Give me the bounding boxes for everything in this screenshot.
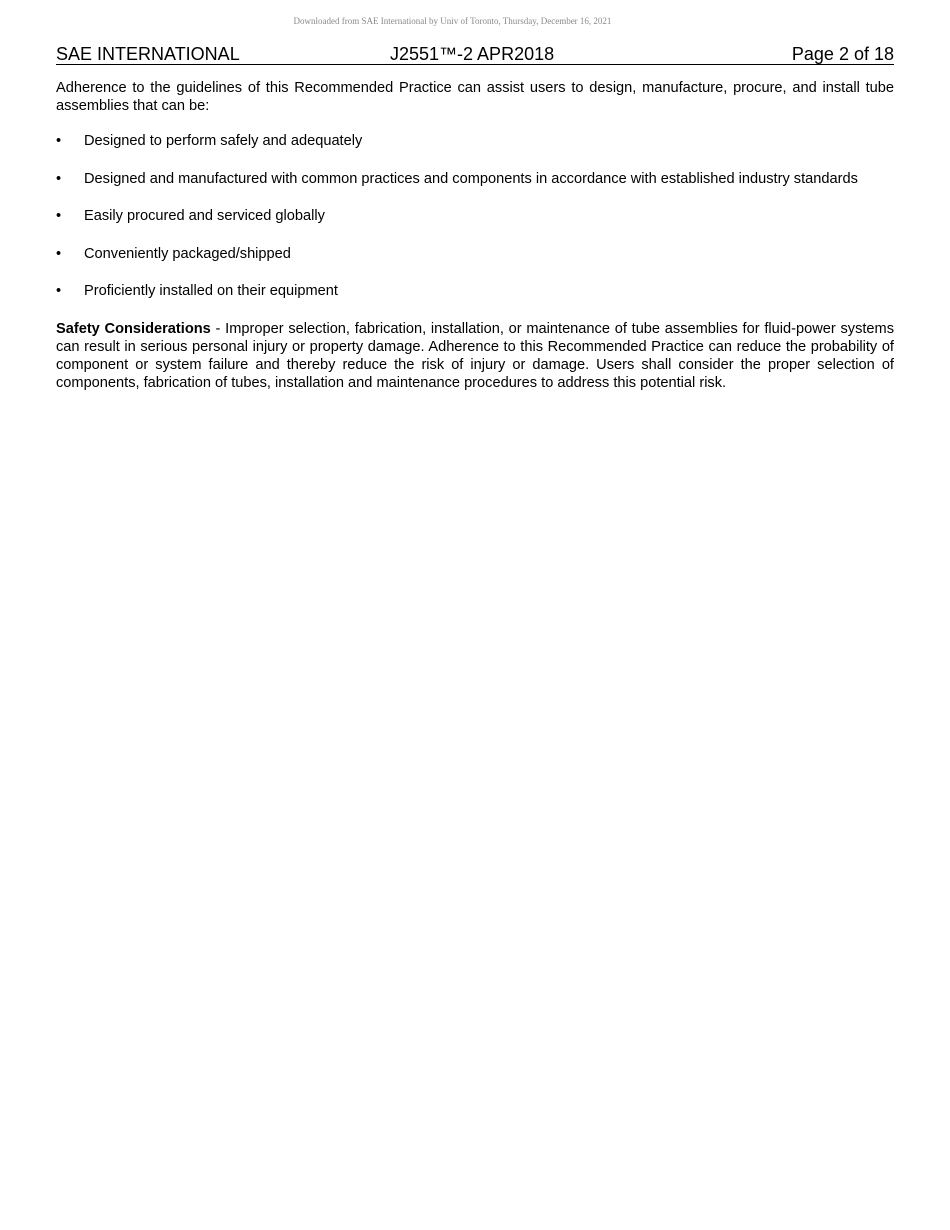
list-item-text: Proficiently installed on their equipment [84, 283, 338, 299]
page-body [56, 79, 894, 392]
list-item-text: Conveniently packaged/shipped [84, 245, 291, 262]
safety-heading: Safety Considerations [56, 320, 211, 337]
list-item-text: Easily procured and serviced globally [84, 208, 325, 224]
bullet-icon: • [56, 133, 62, 149]
list-item [56, 245, 894, 263]
list-item-text: Designed and manufactured with common practices and components in accordance with established industry standards [84, 170, 858, 187]
bullet-icon: • [56, 170, 62, 187]
list-item [56, 207, 894, 225]
list-item [56, 170, 894, 188]
safety-text: - Improper selection, fabrication, installation, or maintenance of tube assemblies for fluid-power systems can result in serious personal injury or property damage. Adherence to this Recommended Practice can reduce the probability of component or system failure and thereby reduce the risk of injury or damage. Users shall consider the proper selection of components, fabrication of tubes, installation and maintenance procedures to address this potential risk. [56, 320, 894, 391]
header-organization: SAE INTERNATIONAL [56, 44, 240, 64]
download-watermark: Downloaded from SAE International by Univ of Toronto, Thursday, December 16, 2021 [293, 16, 612, 26]
bullet-icon: • [56, 245, 62, 262]
page-header [56, 44, 894, 65]
list-item [56, 132, 894, 150]
intro-paragraph: Adherence to the guidelines of this Recommended Practice can assist users to design, manufacture, procure, and install tube assemblies that can be: [56, 80, 894, 114]
header-page-number: Page 2 of 18 [791, 44, 894, 64]
bullet-icon: • [56, 208, 62, 224]
header-document-id: J2551™-2 APR2018 [390, 44, 555, 64]
guidelines-bullet-list [56, 132, 894, 300]
list-item [56, 282, 894, 300]
list-item-text: Designed to perform safely and adequately [84, 133, 363, 149]
safety-considerations-paragraph [56, 320, 894, 392]
bullet-icon: • [56, 283, 62, 299]
